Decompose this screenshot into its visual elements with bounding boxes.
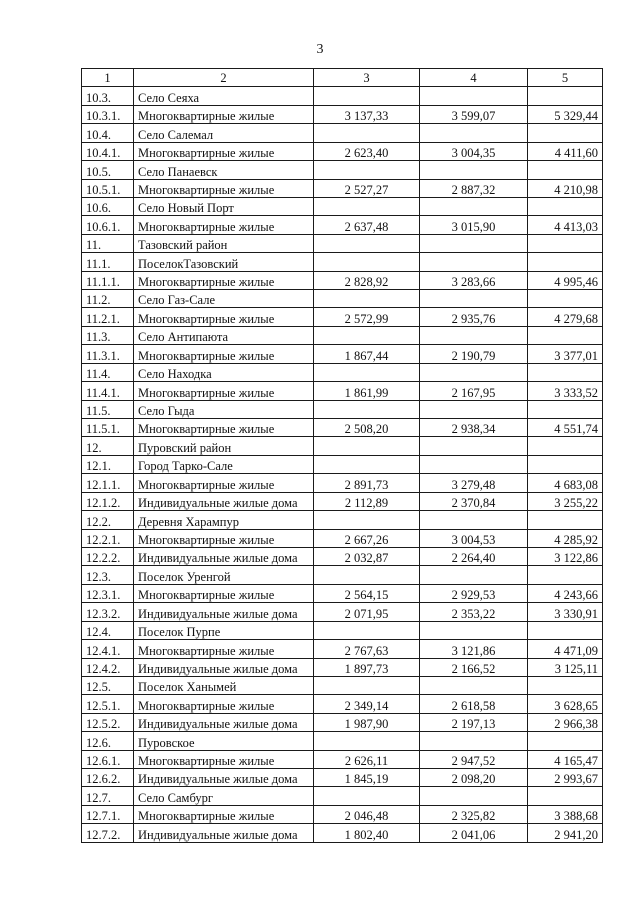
row-name: Многоквартирные жилые <box>134 750 314 768</box>
row-number: 12.6.1. <box>82 750 134 768</box>
value-col5: 4 279,68 <box>528 308 603 326</box>
row-name: Многоквартирные жилые <box>134 640 314 658</box>
table-row <box>82 234 603 252</box>
row-number: 12.4.2. <box>82 658 134 676</box>
tariff-table <box>81 68 603 843</box>
table-row <box>82 713 603 731</box>
value-col5: 3 125,11 <box>528 658 603 676</box>
value-col4: 3 015,90 <box>420 216 528 234</box>
value-col5: 4 995,46 <box>528 271 603 289</box>
row-name: Многоквартирные жилые <box>134 474 314 492</box>
value-col5: 3 377,01 <box>528 345 603 363</box>
table-row <box>82 695 603 713</box>
value-col3 <box>314 621 420 639</box>
row-number: 12.7.2. <box>82 824 134 843</box>
value-col3: 2 527,27 <box>314 179 420 197</box>
row-name: Село Гыда <box>134 400 314 418</box>
value-col4: 3 279,48 <box>420 474 528 492</box>
value-col4: 2 325,82 <box>420 805 528 823</box>
value-col3 <box>314 234 420 252</box>
value-col4 <box>420 197 528 215</box>
value-col5 <box>528 455 603 473</box>
row-number: 11. <box>82 234 134 252</box>
table-row <box>82 161 603 179</box>
value-col5: 2 941,20 <box>528 824 603 843</box>
header-cell: 2 <box>134 69 314 87</box>
value-col5 <box>528 87 603 105</box>
table-row <box>82 179 603 197</box>
value-col3 <box>314 676 420 694</box>
table-row <box>82 603 603 621</box>
value-col5: 4 413,03 <box>528 216 603 234</box>
table-row <box>82 529 603 547</box>
value-col5: 3 628,65 <box>528 695 603 713</box>
row-name: Тазовский район <box>134 234 314 252</box>
table-row <box>82 419 603 437</box>
table-row <box>82 805 603 823</box>
row-name: Многоквартирные жилые <box>134 419 314 437</box>
row-name: Индивидуальные жилые дома <box>134 492 314 510</box>
table-row <box>82 566 603 584</box>
value-col3: 2 349,14 <box>314 695 420 713</box>
value-col3: 1 867,44 <box>314 345 420 363</box>
value-col3: 2 564,15 <box>314 584 420 602</box>
value-col5: 2 966,38 <box>528 713 603 731</box>
table-row <box>82 658 603 676</box>
value-col5 <box>528 326 603 344</box>
table-row <box>82 584 603 602</box>
row-name: Многоквартирные жилые <box>134 216 314 234</box>
value-col5: 4 471,09 <box>528 640 603 658</box>
value-col5 <box>528 621 603 639</box>
value-col3: 2 667,26 <box>314 529 420 547</box>
value-col3: 2 572,99 <box>314 308 420 326</box>
row-number: 12.3. <box>82 566 134 584</box>
value-col4 <box>420 621 528 639</box>
value-col3: 2 508,20 <box>314 419 420 437</box>
value-col3 <box>314 566 420 584</box>
row-name: Многоквартирные жилые <box>134 805 314 823</box>
value-col5 <box>528 290 603 308</box>
value-col3: 2 623,40 <box>314 142 420 160</box>
row-name: Деревня Харампур <box>134 511 314 529</box>
row-name: Многоквартирные жилые <box>134 584 314 602</box>
row-name: Пуровский район <box>134 437 314 455</box>
value-col4: 3 121,86 <box>420 640 528 658</box>
row-number: 11.5.1. <box>82 419 134 437</box>
value-col4 <box>420 326 528 344</box>
row-number: 12.2. <box>82 511 134 529</box>
value-col4: 2 887,32 <box>420 179 528 197</box>
table-row <box>82 363 603 381</box>
value-col4 <box>420 363 528 381</box>
row-name: Село Сеяха <box>134 87 314 105</box>
row-name: Многоквартирные жилые <box>134 382 314 400</box>
row-name: Индивидуальные жилые дома <box>134 547 314 565</box>
table-row <box>82 676 603 694</box>
value-col4: 3 599,07 <box>420 105 528 123</box>
value-col5 <box>528 234 603 252</box>
value-col4 <box>420 290 528 308</box>
row-number: 12.3.1. <box>82 584 134 602</box>
value-col4: 2 197,13 <box>420 713 528 731</box>
value-col3: 2 828,92 <box>314 271 420 289</box>
value-col4 <box>420 234 528 252</box>
value-col3: 1 861,99 <box>314 382 420 400</box>
value-col4: 2 166,52 <box>420 658 528 676</box>
row-number: 10.5. <box>82 161 134 179</box>
value-col4 <box>420 124 528 142</box>
value-col5 <box>528 161 603 179</box>
value-col4: 3 004,35 <box>420 142 528 160</box>
table-row <box>82 87 603 105</box>
table-row <box>82 474 603 492</box>
value-col3: 2 071,95 <box>314 603 420 621</box>
row-number: 12.1.2. <box>82 492 134 510</box>
row-name: Пуровское <box>134 732 314 750</box>
row-name: Село Самбург <box>134 787 314 805</box>
row-name: Многоквартирные жилые <box>134 695 314 713</box>
value-col3: 2 032,87 <box>314 547 420 565</box>
value-col5: 4 243,66 <box>528 584 603 602</box>
value-col4 <box>420 161 528 179</box>
row-name: Индивидуальные жилые дома <box>134 603 314 621</box>
value-col4 <box>420 566 528 584</box>
value-col3 <box>314 455 420 473</box>
value-col3 <box>314 732 420 750</box>
value-col5: 4 285,92 <box>528 529 603 547</box>
value-col4: 2 938,34 <box>420 419 528 437</box>
value-col5 <box>528 511 603 529</box>
value-col5 <box>528 787 603 805</box>
table-row <box>82 124 603 142</box>
value-col4: 2 264,40 <box>420 547 528 565</box>
table-row <box>82 750 603 768</box>
header-cell: 4 <box>420 69 528 87</box>
value-col3: 1 845,19 <box>314 769 420 787</box>
row-number: 11.2.1. <box>82 308 134 326</box>
row-number: 12.5.2. <box>82 713 134 731</box>
page-number: 3 <box>316 42 324 57</box>
row-name: Село Салемал <box>134 124 314 142</box>
row-name: Многоквартирные жилые <box>134 105 314 123</box>
row-number: 11.4. <box>82 363 134 381</box>
row-name: Индивидуальные жилые дома <box>134 824 314 843</box>
row-number: 10.3. <box>82 87 134 105</box>
row-number: 12.2.1. <box>82 529 134 547</box>
table-row <box>82 216 603 234</box>
header-cell: 3 <box>314 69 420 87</box>
row-number: 12.5. <box>82 676 134 694</box>
table-row <box>82 511 603 529</box>
value-col5 <box>528 400 603 418</box>
value-col5: 4 165,47 <box>528 750 603 768</box>
row-name: Село Новый Порт <box>134 197 314 215</box>
value-col3: 2 112,89 <box>314 492 420 510</box>
row-number: 12. <box>82 437 134 455</box>
value-col3 <box>314 124 420 142</box>
value-col5 <box>528 676 603 694</box>
table-row <box>82 437 603 455</box>
table-row <box>82 197 603 215</box>
row-name: Многоквартирные жилые <box>134 179 314 197</box>
value-col5 <box>528 363 603 381</box>
value-col5: 4 683,08 <box>528 474 603 492</box>
row-number: 12.7. <box>82 787 134 805</box>
row-name: ПоселокТазовский <box>134 253 314 271</box>
value-col5: 3 330,91 <box>528 603 603 621</box>
value-col3: 1 897,73 <box>314 658 420 676</box>
row-number: 10.3.1. <box>82 105 134 123</box>
row-number: 11.3.1. <box>82 345 134 363</box>
value-col5: 3 255,22 <box>528 492 603 510</box>
value-col4: 2 618,58 <box>420 695 528 713</box>
row-name: Многоквартирные жилые <box>134 142 314 160</box>
value-col3: 1 802,40 <box>314 824 420 843</box>
row-number: 10.6.1. <box>82 216 134 234</box>
table-header-row <box>82 69 603 87</box>
value-col4 <box>420 253 528 271</box>
row-number: 11.4.1. <box>82 382 134 400</box>
table-row <box>82 290 603 308</box>
row-number: 12.1. <box>82 455 134 473</box>
value-col4: 2 098,20 <box>420 769 528 787</box>
row-name: Село Панаевск <box>134 161 314 179</box>
row-number: 12.7.1. <box>82 805 134 823</box>
value-col3: 2 626,11 <box>314 750 420 768</box>
row-name: Индивидуальные жилые дома <box>134 658 314 676</box>
table-row <box>82 105 603 123</box>
value-col5: 2 993,67 <box>528 769 603 787</box>
row-name: Село Газ-Сале <box>134 290 314 308</box>
row-number: 11.3. <box>82 326 134 344</box>
value-col4 <box>420 437 528 455</box>
header-cell: 1 <box>82 69 134 87</box>
row-number: 10.6. <box>82 197 134 215</box>
row-number: 10.4. <box>82 124 134 142</box>
value-col4 <box>420 732 528 750</box>
value-col3: 3 137,33 <box>314 105 420 123</box>
value-col3 <box>314 290 420 308</box>
value-col5 <box>528 566 603 584</box>
row-number: 12.2.2. <box>82 547 134 565</box>
value-col3 <box>314 400 420 418</box>
value-col3: 1 987,90 <box>314 713 420 731</box>
row-number: 12.4. <box>82 621 134 639</box>
value-col4: 2 041,06 <box>420 824 528 843</box>
value-col4: 3 283,66 <box>420 271 528 289</box>
row-name: Многоквартирные жилые <box>134 345 314 363</box>
value-col5 <box>528 732 603 750</box>
table-row <box>82 769 603 787</box>
table-row <box>82 621 603 639</box>
value-col5 <box>528 197 603 215</box>
table-row <box>82 640 603 658</box>
value-col4 <box>420 787 528 805</box>
row-name: Многоквартирные жилые <box>134 529 314 547</box>
value-col5 <box>528 437 603 455</box>
row-number: 12.4.1. <box>82 640 134 658</box>
row-number: 12.5.1. <box>82 695 134 713</box>
value-col3: 2 046,48 <box>314 805 420 823</box>
row-number: 11.5. <box>82 400 134 418</box>
row-name: Многоквартирные жилые <box>134 308 314 326</box>
table-row <box>82 787 603 805</box>
table-row <box>82 308 603 326</box>
table-row <box>82 400 603 418</box>
table-row <box>82 492 603 510</box>
value-col4: 2 353,22 <box>420 603 528 621</box>
value-col3: 2 767,63 <box>314 640 420 658</box>
value-col4: 3 004,53 <box>420 529 528 547</box>
value-col5 <box>528 253 603 271</box>
value-col3 <box>314 197 420 215</box>
value-col3 <box>314 161 420 179</box>
row-name: Поселок Пурпе <box>134 621 314 639</box>
value-col5: 3 388,68 <box>528 805 603 823</box>
row-name: Город Тарко-Сале <box>134 455 314 473</box>
value-col3 <box>314 326 420 344</box>
row-number: 11.1. <box>82 253 134 271</box>
row-name: Поселок Уренгой <box>134 566 314 584</box>
value-col4: 2 929,53 <box>420 584 528 602</box>
value-col4 <box>420 400 528 418</box>
table-row <box>82 824 603 843</box>
value-col4 <box>420 87 528 105</box>
value-col3 <box>314 253 420 271</box>
value-col4: 2 935,76 <box>420 308 528 326</box>
row-number: 10.4.1. <box>82 142 134 160</box>
row-name: Индивидуальные жилые дома <box>134 713 314 731</box>
value-col5: 3 333,52 <box>528 382 603 400</box>
header-cell: 5 <box>528 69 603 87</box>
value-col5: 4 210,98 <box>528 179 603 197</box>
value-col4 <box>420 455 528 473</box>
value-col5: 4 551,74 <box>528 419 603 437</box>
value-col4: 2 947,52 <box>420 750 528 768</box>
row-name: Многоквартирные жилые <box>134 271 314 289</box>
row-name: Село Находка <box>134 363 314 381</box>
value-col3 <box>314 787 420 805</box>
row-number: 12.6.2. <box>82 769 134 787</box>
row-number: 12.3.2. <box>82 603 134 621</box>
value-col3 <box>314 363 420 381</box>
row-name: Поселок Ханымей <box>134 676 314 694</box>
value-col3: 2 637,48 <box>314 216 420 234</box>
table-row <box>82 382 603 400</box>
value-col4 <box>420 676 528 694</box>
table-row <box>82 253 603 271</box>
value-col3 <box>314 511 420 529</box>
row-number: 11.1.1. <box>82 271 134 289</box>
table-row <box>82 732 603 750</box>
table-row <box>82 547 603 565</box>
value-col4: 2 167,95 <box>420 382 528 400</box>
table-row <box>82 345 603 363</box>
table-row <box>82 455 603 473</box>
value-col3 <box>314 87 420 105</box>
row-name: Индивидуальные жилые дома <box>134 769 314 787</box>
value-col5: 4 411,60 <box>528 142 603 160</box>
table-row <box>82 142 603 160</box>
value-col4: 2 190,79 <box>420 345 528 363</box>
row-number: 11.2. <box>82 290 134 308</box>
table-row <box>82 271 603 289</box>
value-col5: 3 122,86 <box>528 547 603 565</box>
value-col5 <box>528 124 603 142</box>
value-col3: 2 891,73 <box>314 474 420 492</box>
table-row <box>82 326 603 344</box>
value-col4: 2 370,84 <box>420 492 528 510</box>
row-name: Село Антипаюта <box>134 326 314 344</box>
value-col5: 5 329,44 <box>528 105 603 123</box>
value-col3 <box>314 437 420 455</box>
row-number: 10.5.1. <box>82 179 134 197</box>
row-number: 12.6. <box>82 732 134 750</box>
value-col4 <box>420 511 528 529</box>
row-number: 12.1.1. <box>82 474 134 492</box>
